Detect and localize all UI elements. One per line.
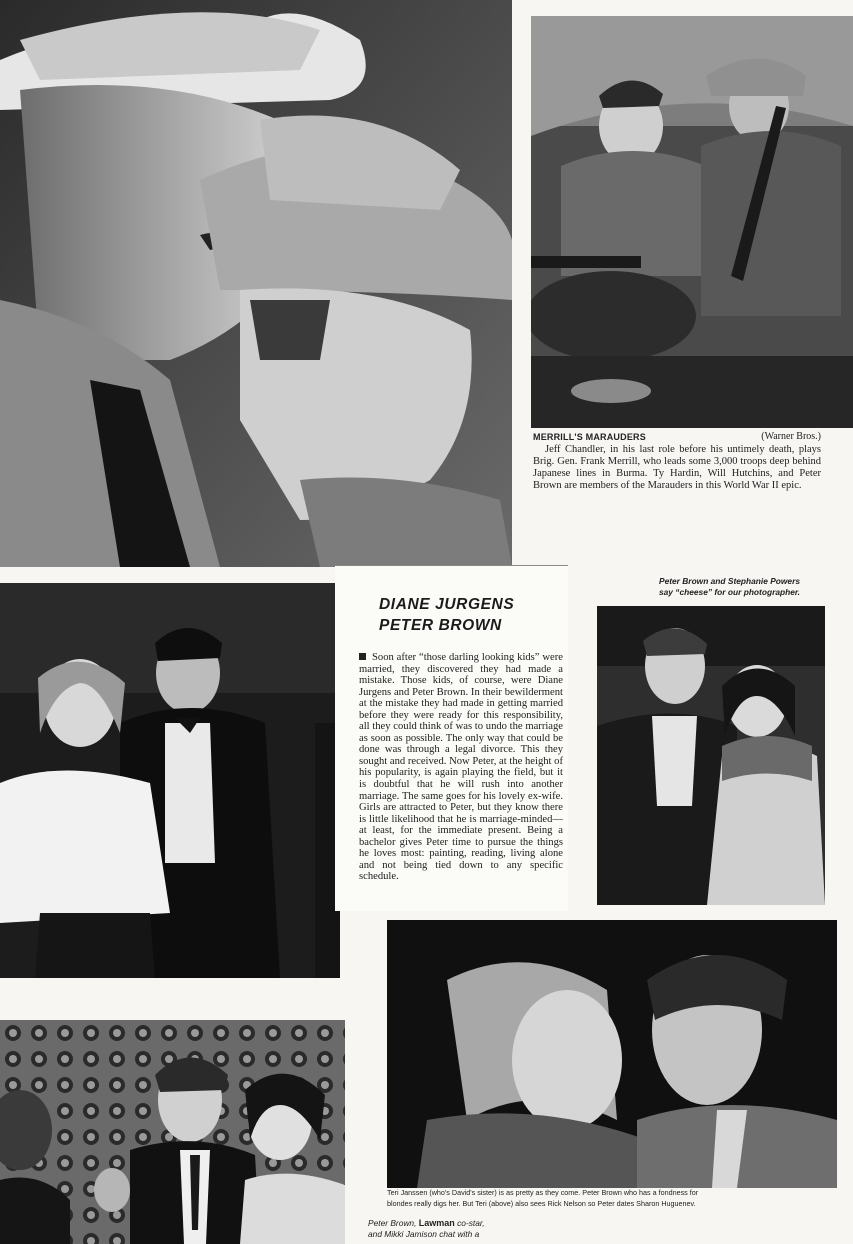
western-closeup-illustration <box>0 0 512 567</box>
lawman-caption-show: Lawman <box>418 1218 455 1228</box>
party-photo <box>0 1020 345 1244</box>
powers-illustration <box>597 606 825 905</box>
marauders-illustration <box>531 16 853 428</box>
teri-photo <box>387 920 837 1188</box>
marauders-photo <box>531 16 853 428</box>
teri-caption-line-1: Teri Janssen (who's David's sister) is as pretty as they come. Peter Brown who has a fondness for <box>387 1188 699 1197</box>
powers-caption-line-2: say “cheese” for our photographer. <box>658 586 800 597</box>
lawman-caption <box>368 1218 518 1239</box>
lawman-caption-line-1 <box>368 1218 518 1229</box>
party-illustration <box>0 1020 345 1244</box>
couple-fur-photo <box>0 583 340 978</box>
marauders-caption-heading: MERRILL'S MARAUDERS <box>533 432 646 442</box>
marauders-caption-text: Jeff Chandler, in his last role before his untimely death, plays Brig. Gen. Frank Merrill, who leads some 3,000 troops deep behind Japanese lines in Burma. Ty Hardin, Will Hutchins, and Peter Brown are members of the Marauders in this World War II epic. <box>533 444 821 491</box>
article-body-text: Soon after “those darling looking kids” were married, they discovered they had made a mistake. Those kids, of course, were Diane Jurgens and Peter Brown. In their bewilderment at the mistake they had made in getting married before they were ready for this responsibility, all they could think of was to undo the marriage as soon as possible. The only way that could be done was through a legal divorce. This they sought and received. Now Peter, at the height of his popularity, is again playing the field, but it is doubtful that he will rush into another marriage. The same goes for his lovely ex-wife. Girls are attracted to Peter, but they know there is little likelihood that he is marriage-minded—at least, for the immediate present. Being a bachelor gives Peter time to pursue the things he loves most: painting, reading, living alone and not being tied down to any specific schedule. <box>359 652 563 883</box>
lawman-caption-prefix: Peter Brown, <box>368 1218 417 1228</box>
article-box <box>335 565 568 911</box>
article-title <box>379 594 514 636</box>
powers-caption <box>596 576 800 597</box>
lawman-caption-line-2: and Mikki Jamison chat with a <box>368 1228 480 1239</box>
article-body <box>359 652 563 883</box>
powers-photo <box>597 606 825 905</box>
article-title-line-1: DIANE JURGENS <box>379 596 515 613</box>
lawman-caption-suffix: co-star, <box>457 1218 485 1228</box>
marauders-caption <box>533 431 821 492</box>
teri-illustration <box>387 920 837 1188</box>
teri-caption <box>387 1188 837 1212</box>
western-closeup-photo <box>0 0 512 567</box>
article-title-line-2: PETER BROWN <box>379 617 502 634</box>
couple-fur-illustration <box>0 583 340 978</box>
powers-caption-line-1: Peter Brown and Stephanie Powers <box>658 576 800 586</box>
marauders-caption-credit: (Warner Bros.) <box>761 431 821 442</box>
bullet-icon <box>359 653 366 660</box>
teri-caption-line-2: blondes really digs her. But Teri (above) also sees Rick Nelson so Peter dates Sharon Huguenev. <box>387 1198 696 1208</box>
